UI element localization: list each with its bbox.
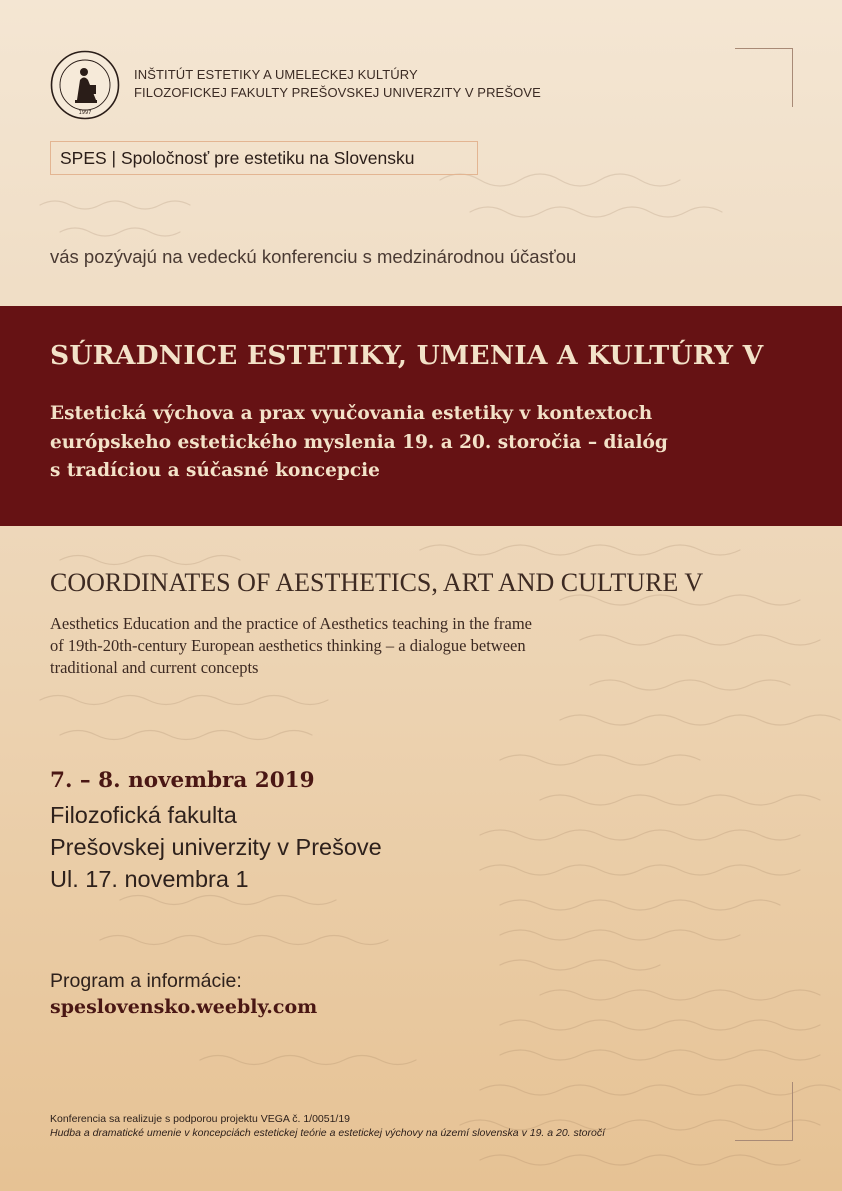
university-seal-icon bbox=[50, 50, 120, 120]
subtitle-en-line: of 19th-20th-century European aesthetics thinking – a dialogue between bbox=[50, 636, 526, 655]
subtitle-en-line: Aesthetics Education and the practice of Aesthetics teaching in the frame bbox=[50, 614, 532, 633]
footer-project-title: Hudba a dramatické umenie v koncepciách estetickej teórie a estetickej výchovy na území slovenska v 19. a 20. storočí bbox=[50, 1127, 606, 1139]
svg-text:1997: 1997 bbox=[78, 110, 92, 116]
program-label: Program a informácie: bbox=[50, 970, 242, 992]
invitation-text: vás pozývajú na vedeckú konferenciu s medzinárodnou účasťou bbox=[50, 246, 577, 267]
institute-line-2: FILOZOFICKEJ FAKULTY PREŠOVSKEJ UNIVERZITY V PREŠOVE bbox=[134, 85, 541, 100]
venue-line: Ul. 17. novembra 1 bbox=[50, 866, 249, 892]
institute-name bbox=[134, 66, 541, 102]
corner-frame-bottom bbox=[735, 1082, 793, 1141]
event-date: 7. – 8. novembra 2019 bbox=[50, 768, 315, 793]
corner-frame-top bbox=[735, 48, 793, 107]
subtitle-en-line: traditional and current concepts bbox=[50, 658, 259, 677]
conference-subtitle-en bbox=[50, 613, 532, 679]
conference-subtitle-sk bbox=[50, 400, 770, 486]
program-website-link[interactable]: speslovensko.weebly.com bbox=[50, 996, 318, 1018]
subtitle-sk-line: s tradíciou a súčasné koncepcie bbox=[50, 460, 380, 481]
venue-line: Filozofická fakulta bbox=[50, 802, 237, 828]
conference-title-sk: SÚRADNICE ESTETIKY, UMENIA A KULTÚRY V bbox=[50, 340, 764, 371]
spes-society-label: SPES | Spoločnosť pre estetiku na Slovensku bbox=[50, 141, 478, 175]
subtitle-sk-line: Estetická výchova a prax vyučovania estetiky v kontextoch bbox=[50, 403, 653, 424]
venue-line: Prešovskej univerzity v Prešove bbox=[50, 834, 382, 860]
subtitle-sk-line: európskeho estetického myslenia 19. a 20. storočia – dialóg bbox=[50, 431, 668, 453]
institute-line-1: INŠTITÚT ESTETIKY A UMELECKEJ KULTÚRY bbox=[134, 67, 418, 82]
funding-footer bbox=[50, 1112, 605, 1140]
footer-vega-line: Konferencia sa realizuje s podporou projektu VEGA č. 1/0051/19 bbox=[50, 1113, 351, 1125]
event-venue bbox=[50, 799, 382, 895]
conference-title-en: COORDINATES OF AESTHETICS, ART AND CULTURE V bbox=[50, 568, 704, 597]
